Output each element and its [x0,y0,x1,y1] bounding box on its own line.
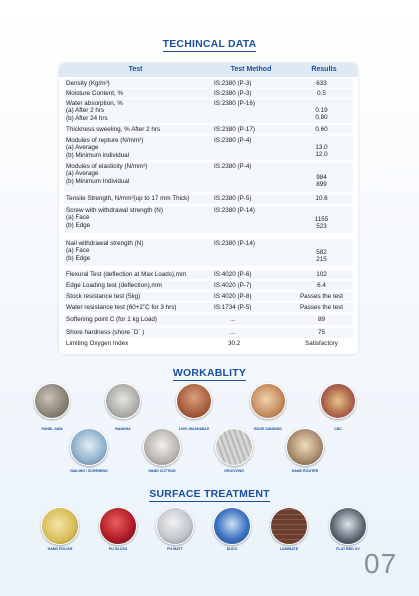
test-method: IS:4020 (P-7) [214,282,252,289]
test-name: Density (Kg/m³) [66,80,110,87]
table-row [64,79,353,88]
table-header [59,63,358,77]
test-result: 523 [316,223,327,231]
test-result: 984 [316,174,327,181]
test-name: Modules of repture (N/mm²) [66,137,144,144]
test-name: Screw with withdrawal strength (N) [66,207,163,214]
test-method: IS:4020 (P-6) [214,271,252,278]
test-subitem: (a) After 2 hrs [66,107,105,115]
table-row [64,99,353,123]
test-method: ... [230,316,236,323]
test-subitem: (b) Minimum Individual [66,177,130,185]
test-result: 0.60 [315,126,328,133]
test-name: Tensile Strength, N/mm²(up to 17 mm Thick) [66,195,190,202]
pu-gloss-photo [99,507,137,545]
table-row [64,89,353,98]
caption-panel-saw: PANEL SAW [41,427,63,431]
test-name: Flexural Test (deflection at Max Loads),mm [66,271,187,278]
pu-matt-photo [156,507,194,545]
table-row [64,315,353,325]
test-method: IS:2380 (P-14) [214,207,255,214]
table-row [64,328,353,338]
test-result: Passes the test [299,293,344,300]
test-method: IS:2380 (P-16) [214,100,255,107]
nailing-screwing-photo [70,428,108,466]
test-name: Softening point C (for 1 kg Load) [66,316,158,323]
column-header-results: Results [311,66,337,73]
test-name: Shore hardness (shore ´D´ ) [66,329,145,336]
technical-data-heading: TECHINCAL DATA [162,38,257,50]
test-result: 6.4 [317,282,326,289]
test-name: Edge Loading test (deflection),mm [66,282,162,289]
test-method: 30.2 [228,340,241,347]
table-row [64,292,353,301]
test-name: Water absorption, % [66,100,123,107]
table-row [64,339,353,349]
table-row [64,303,353,312]
hand-cutting-photo [143,428,181,466]
technical-data-table [59,63,358,354]
test-name: Thickness sweeling, % After 2 hrs [66,126,161,133]
test-result: Passes the test [299,304,344,311]
test-result: 582 [316,249,327,256]
table-row [64,136,353,160]
test-result: 89 [317,316,325,323]
test-result: 0.5 [317,90,326,97]
test-subitem: (a) Face [66,214,90,222]
washable-photo [176,383,212,419]
test-result: 13.0 [315,144,328,151]
test-result: 899 [316,181,327,189]
test-result: 10.6 [315,195,328,202]
test-subitem: (a) Average [66,144,99,152]
test-method: IS:4020 (P-8) [214,293,252,300]
test-subitem: (b) Minimum individual [66,151,129,159]
caption-grooving: GROOVING [224,469,244,473]
column-header-test: Test [128,66,143,73]
randha-photo [105,383,141,419]
test-name: Nail withdrawal strength (N) [66,240,144,247]
page-number: 07 [364,548,398,579]
test-result: 215 [316,256,327,264]
test-method: IS:1734 (P-5) [214,304,252,311]
laminate-photo [270,507,308,545]
test-subitem: (b) After 24 hrs [66,114,108,122]
table-row [64,125,353,134]
test-method: IS:2380 (P-14) [214,240,255,247]
test-method: ... [230,329,236,336]
test-subitem: (a) Average [66,170,99,178]
test-subitem: (b) Edge [66,254,91,262]
table-row [64,270,353,279]
table-row [64,162,353,192]
duco-photo [213,507,251,545]
edge-sanding-photo [250,383,286,419]
surface-treatment-heading: SURFACE TREATMENT [149,488,270,500]
test-result: 0.80 [315,114,328,122]
grooving-photo [215,428,253,466]
test-name: Modules of elasticity (N/mm²) [66,163,148,170]
test-method: IS:2380 (P-4) [214,163,252,170]
column-header-test-method: Test Method [230,66,272,73]
caption-edge-sanding: EDGE SANDING [254,427,282,431]
test-result: 102 [316,271,327,278]
test-result: 0.19 [315,107,328,114]
test-result: 75 [317,329,325,336]
caption-flat-bed-uv: FLAT BED UV [336,547,360,551]
test-method: IS:2380 (P-17) [214,126,255,133]
test-name: Stock resistance test (5kg) [66,293,141,300]
test-method: IS:2380 (P-3) [214,90,252,97]
caption-washable: 100% WASHABLE [178,427,210,431]
test-name: Water resistance test (60+2˚C for 3 hrs) [66,304,177,311]
table-row [64,281,353,290]
caption-randha: RANDHA [115,427,131,431]
hand-polish-photo [41,507,79,545]
caption-cnc: CNC [334,427,342,431]
test-subitem: (a) Face [66,247,90,255]
test-result: 12.0 [315,151,328,159]
test-method: IS:2380 (P-4) [214,137,252,144]
table-row [64,194,353,204]
table-row [64,206,353,233]
cnc-photo [320,383,356,419]
hand-router-photo [286,428,324,466]
test-method: IS:2380 (P-3) [214,80,252,87]
caption-pu-gloss: PU GLOSS [108,547,128,551]
test-subitem: (b) Edge [66,221,91,229]
panel-saw-photo [34,383,70,419]
caption-pu-matt: PU MATT [167,547,183,551]
caption-hand-router: HAND ROUTER [291,469,319,473]
test-result: 1155 [314,216,329,223]
caption-duco: DUCO [226,547,238,551]
table-row [64,239,353,266]
test-result: Satisfactory [305,340,338,347]
workability-heading: WORKABLITY [172,367,247,379]
caption-nailing-screwing: NAILING / SCREWING [70,469,108,473]
test-name: Limiting Oxygen Index [66,340,129,347]
caption-hand-cutting: HAND CUTTING [148,469,176,473]
caption-hand-polish: HAND POLISH [47,547,73,551]
test-name: Moisture Content, % [66,90,124,97]
test-method: IS:2380 (P-5) [214,195,252,202]
flat-bed-uv-photo [329,507,367,545]
caption-laminate: LAMINATE [279,547,299,551]
test-result: 633 [316,80,327,87]
